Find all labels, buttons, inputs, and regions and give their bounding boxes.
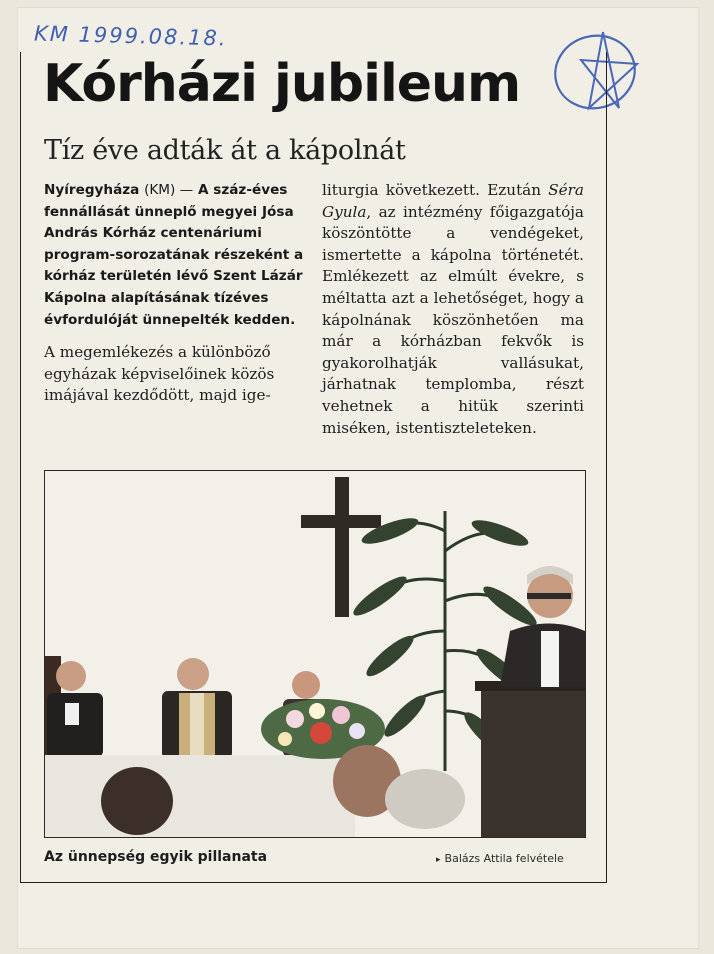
article-lead — [44, 180, 308, 331]
photo-credit: ▸ Balázs Attila felvétele — [436, 852, 564, 865]
body-continuation-1: liturgia következett. Ezután — [322, 181, 542, 199]
article-subheadline: Tíz éve adták át a kápolnát — [44, 135, 406, 166]
article-headline: Kórházi jubileum — [43, 54, 521, 114]
lead-text: A száz-éves fennállását ünneplő megyei Jósa András Kórház centenáriumi program-sorozatának részeként a kórház területén lévő Szent Lázár Kápolna alapításának tízéves évfordulóját ünnepelték kedden. — [44, 182, 304, 328]
article-column-right — [322, 180, 584, 439]
dateline-source: (KM) — — [144, 182, 194, 198]
article-column-left — [44, 180, 308, 407]
person-name: Séra Gyula — [322, 181, 584, 221]
body-continuation-2: , az intézmény főigazgatója köszöntötte a vendégeket, ismertette a kápolna történetét. Emlékezett az elmúlt évekre, s méltatta azt a lehetőséget, hogy a kápolnának köszönhetően ma már a kórházban fekvők is gyakorolhatják vallásukat, járhatnak templomba, részt vehetnek a hitük szerinti miséken, istentiszteleteken. — [322, 202, 584, 437]
dateline-city: Nyíregyháza — [44, 182, 140, 198]
chapel-ceremony-photo — [45, 471, 585, 837]
article-photo — [44, 470, 586, 838]
body-paragraph-start: A megemlékezés a különböző egyházak képviselőinek közös imájával kezdődött, majd ige- — [44, 343, 275, 405]
handwritten-date-note: KM 1999.08.18. — [33, 21, 228, 51]
photo-caption: Az ünnepség egyik pillanata — [44, 849, 268, 865]
